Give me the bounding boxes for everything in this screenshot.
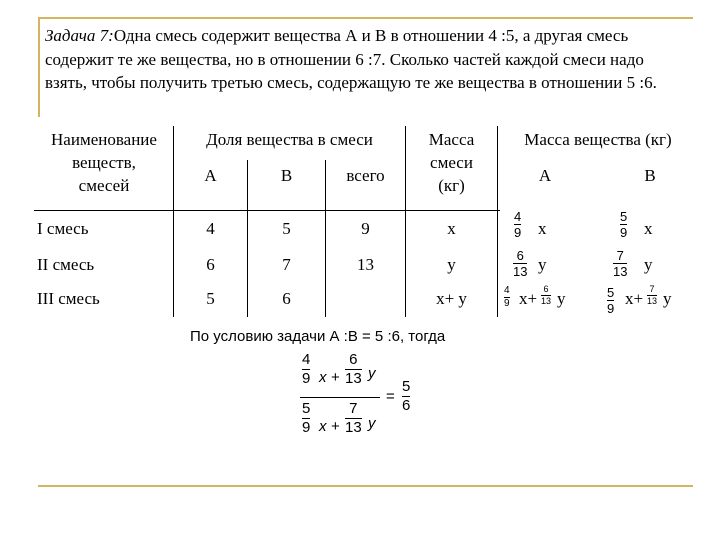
row1-total: 9 [361,219,370,238]
header-name [34,128,174,197]
frac-num: 7 [649,284,655,294]
row2-total: 13 [357,255,374,274]
eq-top-x: x [319,369,327,386]
condition-text: По условию задачи А :В = 5 :6, тогда [190,328,446,345]
top-decor-bar [38,17,693,19]
header-name-line: Наименование [51,130,157,149]
row2-mb-var: y [644,255,653,274]
header-b2: В [644,166,656,185]
row1-mass: x [447,219,456,238]
eq-rhs-frac [402,379,410,414]
frac-den: 9 [302,419,311,436]
frac-den: 13 [647,296,658,306]
row3-ma-var: y [557,289,566,308]
row3-mb-fraction1 [607,286,614,315]
frac-num: 6 [543,284,549,294]
frac-den: 13 [345,370,362,387]
row3-b: 6 [282,289,291,308]
frac-den: 9 [504,298,510,309]
header-name-line: веществ, [72,153,136,172]
row1-b: 5 [282,219,291,238]
frac-den: 9 [302,370,311,387]
header-total: всего [346,166,385,185]
frac-num: 5 [402,378,411,395]
row3-ma-fraction2 [541,285,551,306]
eq-top-frac1 [302,352,310,387]
header-name-line: смесей [78,176,130,195]
row1-mb-fraction [620,210,627,239]
frac-den: 13 [345,419,362,436]
row3-mb-var: y [663,289,672,308]
frac-num: 5 [620,209,628,224]
row1-a: 4 [206,219,215,238]
row3-name: III смесь [37,289,100,308]
row3-a: 5 [206,289,215,308]
frac-den: 9 [620,225,628,240]
row1-ma-fraction [514,210,521,239]
row2-mb-fraction [613,249,627,278]
header-share: Доля вещества в смеси [206,130,373,149]
bottom-decor-bar [38,485,693,487]
eq-bot-frac2 [345,401,362,436]
header-a2: А [538,166,552,185]
frac-num: 6 [349,351,358,368]
eq-top-plus: + [331,369,340,386]
row2-mass: y [447,255,456,274]
row3-mass: x+ y [436,289,467,308]
row2-b: 7 [282,255,291,274]
eq-bot-frac1 [302,401,310,436]
row1-name: I смесь [37,219,89,238]
frac-num: 5 [607,285,615,300]
row3-ma-mid: x+ [519,289,538,308]
eq-bot-plus: + [331,418,340,435]
eq-main-bar [300,397,380,398]
eq-equals: = [386,388,395,405]
row2-a: 6 [206,255,215,274]
row3-ma-fraction1 [504,286,510,309]
frac-num: 6 [516,248,524,263]
eq-top-frac2 [345,352,362,387]
frac-den: 6 [402,397,411,414]
row3-mb-fraction2 [647,285,657,306]
row3-mb-mid: x+ [625,289,644,308]
header-mass [406,128,497,197]
frac-num: 7 [349,400,358,417]
eq-bot-y: y [368,415,376,432]
frac-den: 9 [514,225,522,240]
row1-mb-var: x [644,219,653,238]
task-text: Одна смесь содержит вещества А и В в отношении 4 :5, а другая смесь содержит те же вещества, но в отношении 6 :7. Сколько частей каждой смеси надо взять, чтобы получить третью смесь, содержащую те же вещества в отношении 5 :6. [45,26,657,92]
row1-ma-var: x [538,219,547,238]
frac-num: 7 [616,248,624,263]
header-mass-line: смеси [430,153,473,172]
frac-num: 4 [514,209,522,224]
row2-name: II смесь [37,255,95,274]
eq-bot-x: x [319,418,327,435]
table-vline [497,126,498,317]
frac-num: 4 [302,351,311,368]
frac-num: 4 [504,285,510,296]
header-mass-line: (кг) [438,176,465,195]
frac-den: 9 [607,301,615,316]
frac-num: 5 [302,400,311,417]
frac-den: 13 [613,264,628,279]
task-statement [45,24,685,95]
header-mass-line: Масса [428,130,475,149]
task-title: Задача 7: [45,26,114,45]
table-header-bottom-line [34,210,500,211]
header-a: А [204,166,217,185]
frac-den: 13 [513,264,528,279]
frac-den: 13 [541,296,552,306]
header-b: В [280,166,293,185]
row2-ma-var: y [538,255,547,274]
left-decor-bar [38,17,40,117]
eq-top-y: y [368,365,376,382]
header-substance-mass: Масса вещества (кг) [524,130,672,149]
row2-ma-fraction [513,249,527,278]
